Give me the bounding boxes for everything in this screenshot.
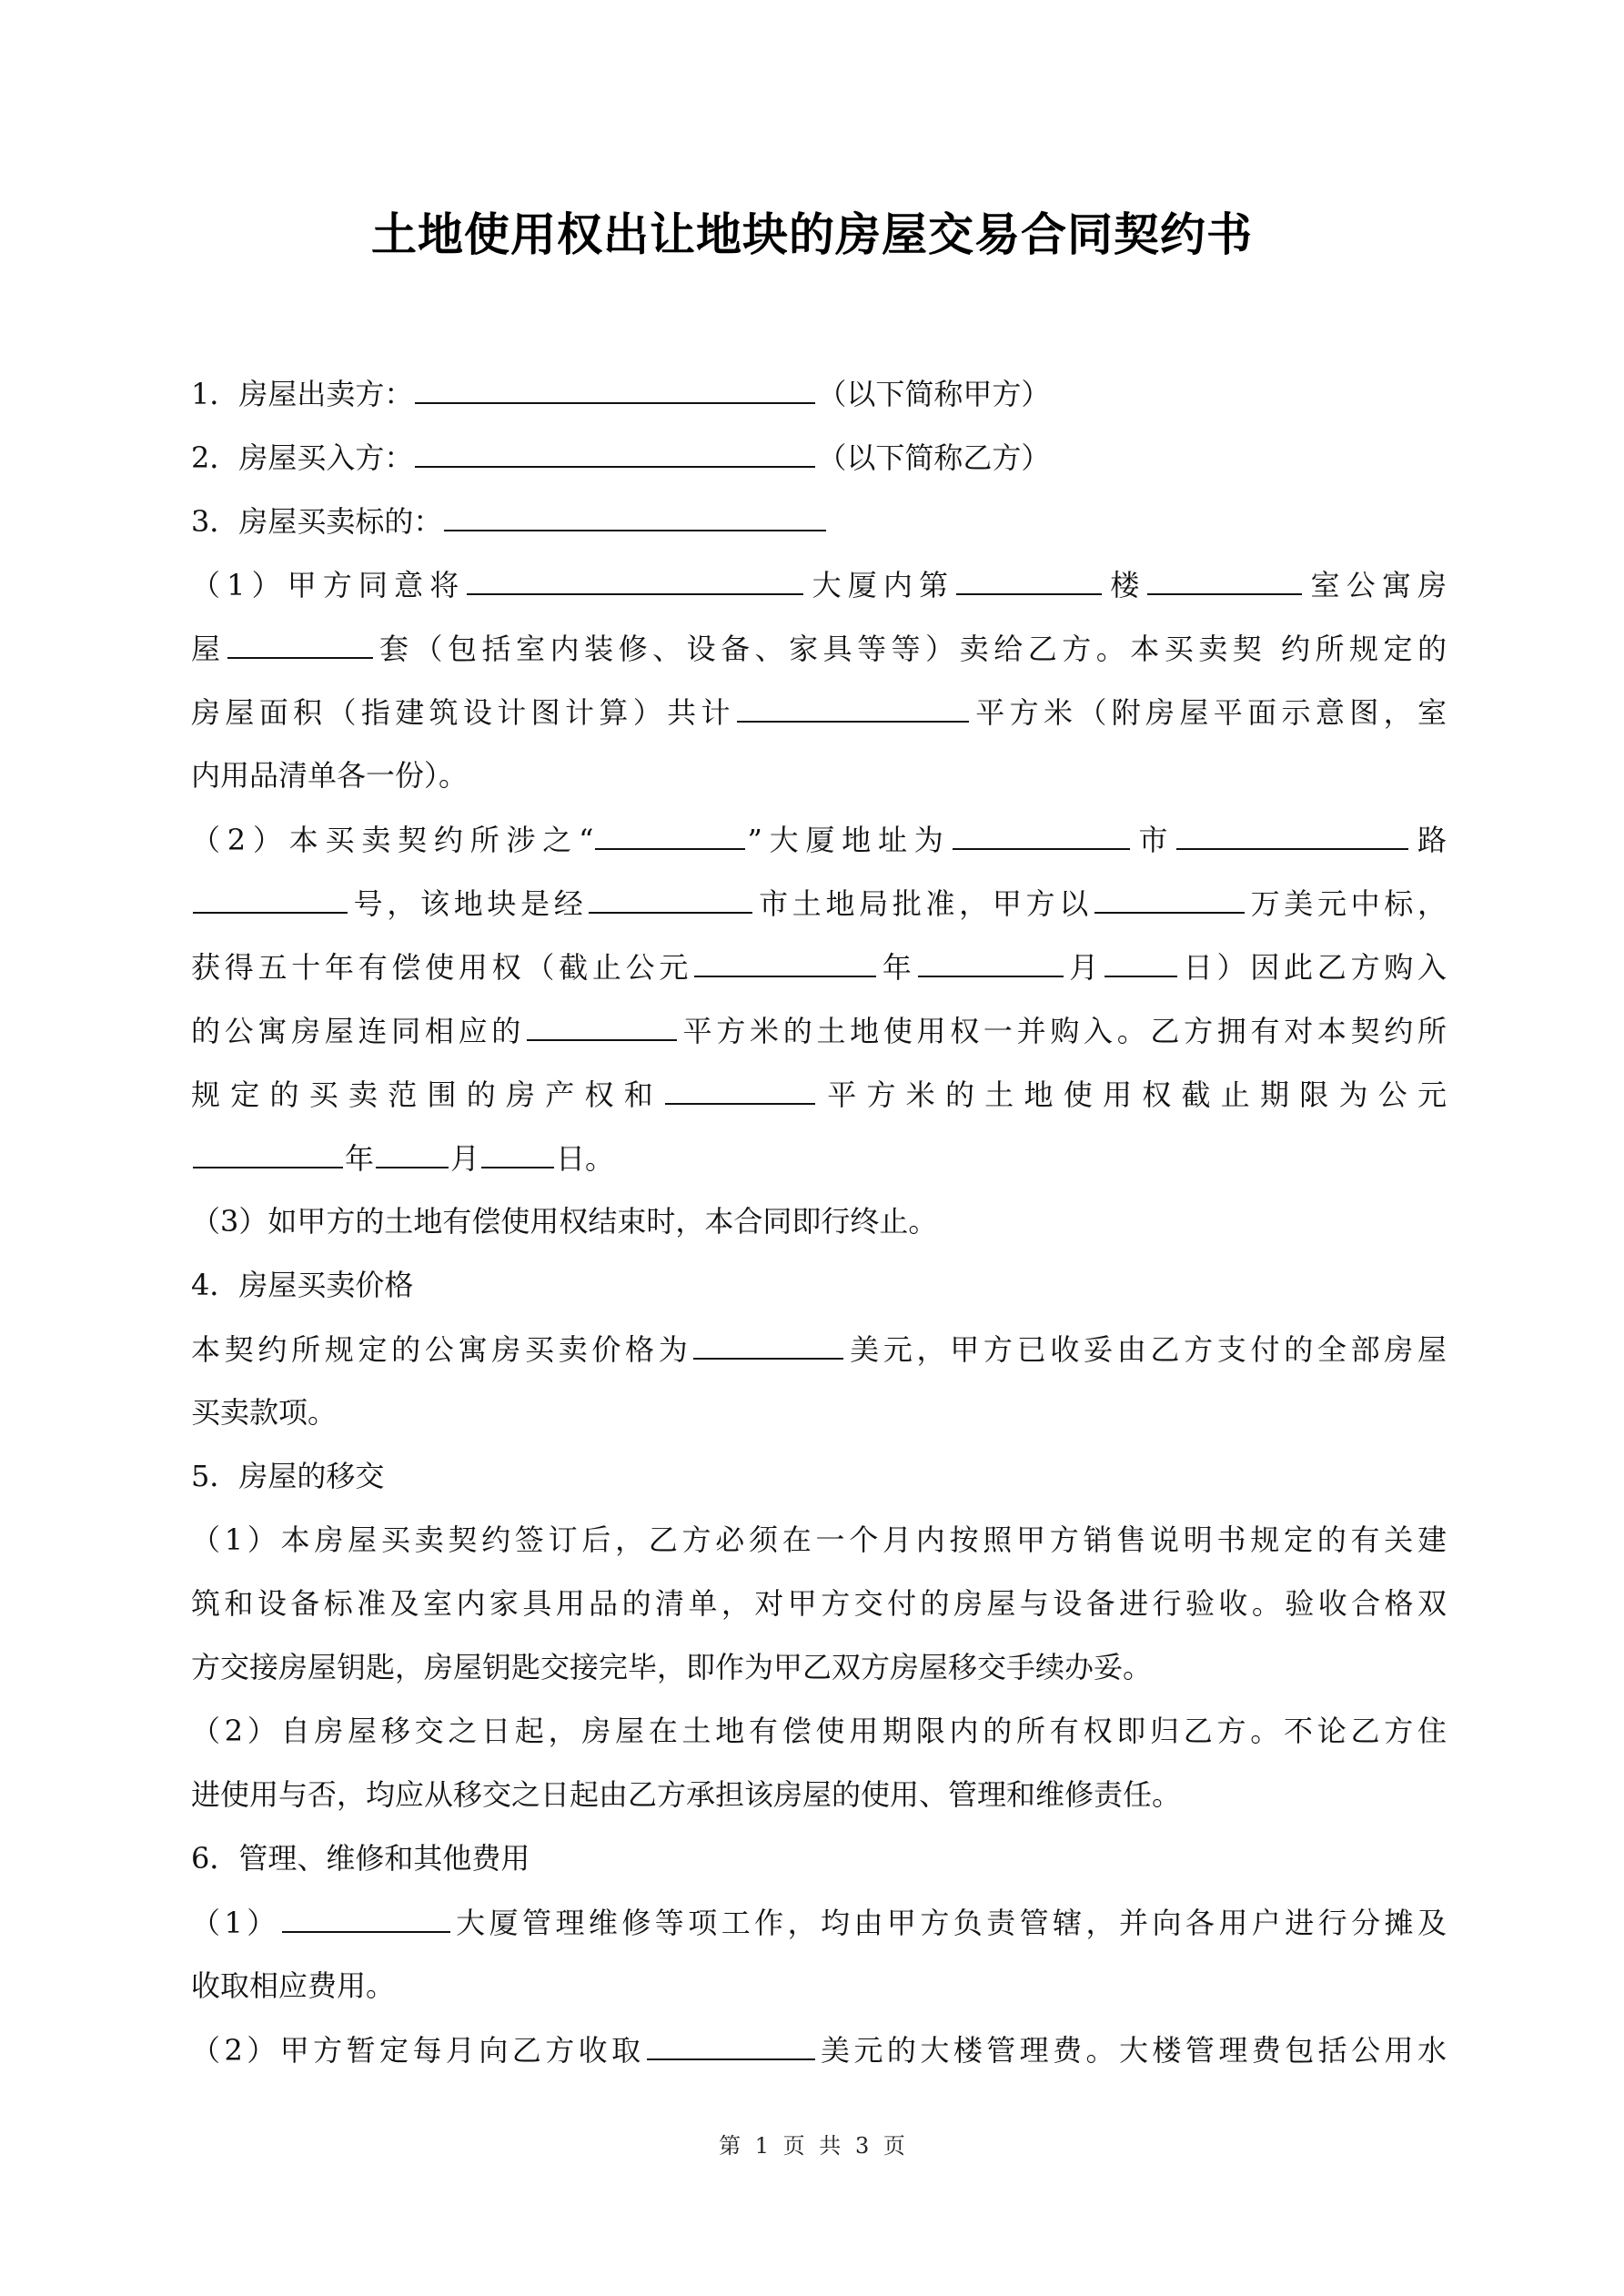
- line-text: 屋: [191, 632, 226, 666]
- line-text: 规定的买卖范围的房产权和: [191, 1077, 663, 1112]
- fill-in-blank[interactable]: [589, 885, 752, 914]
- line-text: 内用品清单各一份）。: [191, 758, 469, 793]
- line-text: 市: [1131, 823, 1175, 857]
- line-text: 买卖款项。: [191, 1395, 338, 1430]
- document-line: [191, 439, 1447, 476]
- line-text: 月: [450, 1141, 480, 1176]
- fill-in-blank[interactable]: [415, 375, 815, 404]
- line-text: 收取相应费用。: [191, 1968, 396, 2003]
- line-text: 的公寓房屋连同相应的: [191, 1014, 525, 1048]
- document-line: [191, 821, 1447, 858]
- document-line: [191, 1203, 1447, 1239]
- fill-in-blank[interactable]: [1176, 821, 1408, 850]
- line-text: 平方米的土地使用权截止期限为公元: [817, 1077, 1447, 1112]
- line-text: 1．房屋出卖方：: [191, 377, 414, 411]
- document-line: [191, 1139, 1447, 1177]
- line-text: （2）自房屋移交之日起，房屋在土地有偿使用期限内的所有权即归乙方。不论乙方住: [191, 1714, 1447, 1748]
- fill-in-blank[interactable]: [1147, 566, 1302, 595]
- line-text: （1）: [191, 1906, 280, 1940]
- document-line: [191, 1330, 1447, 1368]
- line-text: 室公寓房: [1304, 568, 1447, 602]
- fill-in-blank[interactable]: [1094, 885, 1245, 914]
- line-text: 年: [345, 1141, 375, 1176]
- line-text: 6．管理、维修和其他费用: [191, 1841, 530, 1876]
- line-text: 5．房屋的移交: [191, 1459, 385, 1493]
- document-line: [191, 885, 1447, 922]
- line-text: 平方米（附房屋平面示意图，室: [970, 695, 1447, 730]
- document-line: [191, 1267, 1447, 1303]
- document-line: [191, 1967, 1447, 2004]
- fill-in-blank[interactable]: [737, 693, 969, 723]
- line-text: 日。: [556, 1141, 615, 1176]
- line-text: 楼: [1104, 568, 1146, 602]
- fill-in-blank[interactable]: [376, 1139, 449, 1168]
- document-line: [191, 1776, 1447, 1813]
- document-line: [191, 948, 1447, 986]
- fill-in-blank[interactable]: [527, 1012, 677, 1041]
- line-text: 3．房屋买卖标的：: [191, 504, 443, 539]
- line-text: 套（包括室内装修、设备、家具等等）卖给乙方。本买卖契 约所规定的: [374, 632, 1447, 666]
- line-text: 获得五十年有偿使用权（截止公元: [191, 950, 693, 985]
- line-text: 年: [878, 950, 916, 985]
- line-text: 大厦管理维修等项工作，均由甲方负责管辖，并向各用户进行分摊及: [451, 1906, 1447, 1940]
- line-text: 2．房屋买入方：: [191, 440, 414, 475]
- fill-in-blank[interactable]: [193, 885, 348, 914]
- line-text: 美元的大楼管理费。大楼管理费包括公用水: [816, 2033, 1447, 2068]
- fill-in-blank[interactable]: [647, 2031, 815, 2060]
- line-text: （1）本房屋买卖契约签订后，乙方必须在一个月内按照甲方销售说明书规定的有关建: [191, 1522, 1447, 1557]
- line-text: （以下简称甲方）: [817, 377, 1051, 411]
- line-text: 进使用与否，均应从移交之日起由乙方承担该房屋的使用、管理和维修责任。: [191, 1777, 1182, 1812]
- line-text: 路: [1410, 823, 1447, 857]
- line-text: （以下简称乙方）: [817, 440, 1051, 475]
- line-text: 美元，甲方已收妥由乙方支付的全部房屋: [845, 1332, 1447, 1367]
- fill-in-blank[interactable]: [481, 1139, 554, 1168]
- fill-in-blank[interactable]: [595, 821, 745, 850]
- line-text: 筑和设备标准及室内家具用品的清单，对甲方交付的房屋与设备进行验收。验收合格双: [191, 1586, 1447, 1621]
- line-text: （2）甲方暂定每月向乙方收取: [191, 2033, 645, 2068]
- document-line: [191, 502, 1447, 540]
- fill-in-blank[interactable]: [918, 948, 1064, 977]
- line-text: 平方米的土地使用权一并购入。乙方拥有对本契约所: [678, 1014, 1447, 1048]
- fill-in-blank[interactable]: [227, 630, 373, 659]
- document-line: [191, 1713, 1447, 1749]
- line-text: （3）如甲方的土地有偿使用权结束时，本合同即行终止。: [191, 1204, 938, 1239]
- document-line: [191, 566, 1447, 603]
- fill-in-blank[interactable]: [693, 1330, 843, 1360]
- line-text: 市土地局批准，甲方以: [754, 886, 1093, 921]
- fill-in-blank[interactable]: [193, 1139, 343, 1168]
- document-line: [191, 1076, 1447, 1113]
- document-line: [191, 1394, 1447, 1431]
- line-text: 万美元中标，: [1246, 886, 1447, 921]
- document-line: [191, 693, 1447, 731]
- document-line: [191, 1585, 1447, 1622]
- document-title: 土地使用权出让地块的房屋交易合同契约书: [371, 208, 1253, 261]
- fill-in-blank[interactable]: [415, 439, 815, 468]
- line-text: （2）本买卖契约所涉之“: [191, 823, 594, 857]
- line-text: ”大厦地址为: [747, 823, 951, 857]
- document-line: [191, 1458, 1447, 1494]
- fill-in-blank[interactable]: [444, 502, 826, 531]
- document-line: [191, 757, 1447, 794]
- line-text: 4．房屋买卖价格: [191, 1268, 414, 1302]
- fill-in-blank[interactable]: [665, 1076, 815, 1105]
- fill-in-blank[interactable]: [953, 821, 1130, 850]
- document-line: [191, 630, 1447, 667]
- line-text: 本契约所规定的公寓房买卖价格为: [191, 1332, 692, 1367]
- document-line: [191, 1904, 1447, 1941]
- fill-in-blank[interactable]: [956, 566, 1102, 595]
- document-line: [191, 2031, 1447, 2068]
- fill-in-blank[interactable]: [467, 566, 803, 595]
- page-footer: 第 1 页 共 3 页: [719, 2133, 905, 2159]
- line-text: 日）因此乙方购入: [1179, 950, 1447, 985]
- document-line: [191, 375, 1447, 412]
- line-text: 方交接房屋钥匙，房屋钥匙交接完毕，即作为甲乙双方房屋移交手续办妥。: [191, 1650, 1153, 1684]
- document-line: [191, 1649, 1447, 1685]
- fill-in-blank[interactable]: [694, 948, 876, 977]
- fill-in-blank[interactable]: [282, 1904, 450, 1933]
- document-line: [191, 1840, 1447, 1876]
- fill-in-blank[interactable]: [1105, 948, 1177, 977]
- document-line: [191, 1522, 1447, 1558]
- line-text: 号，该地块是经: [349, 886, 588, 921]
- line-text: 房屋面积（指建筑设计图计算）共计: [191, 695, 735, 730]
- document-line: [191, 1012, 1447, 1049]
- line-text: 月: [1064, 950, 1104, 985]
- line-text: （1）甲方同意将: [191, 568, 466, 602]
- line-text: 大厦内第: [805, 568, 955, 602]
